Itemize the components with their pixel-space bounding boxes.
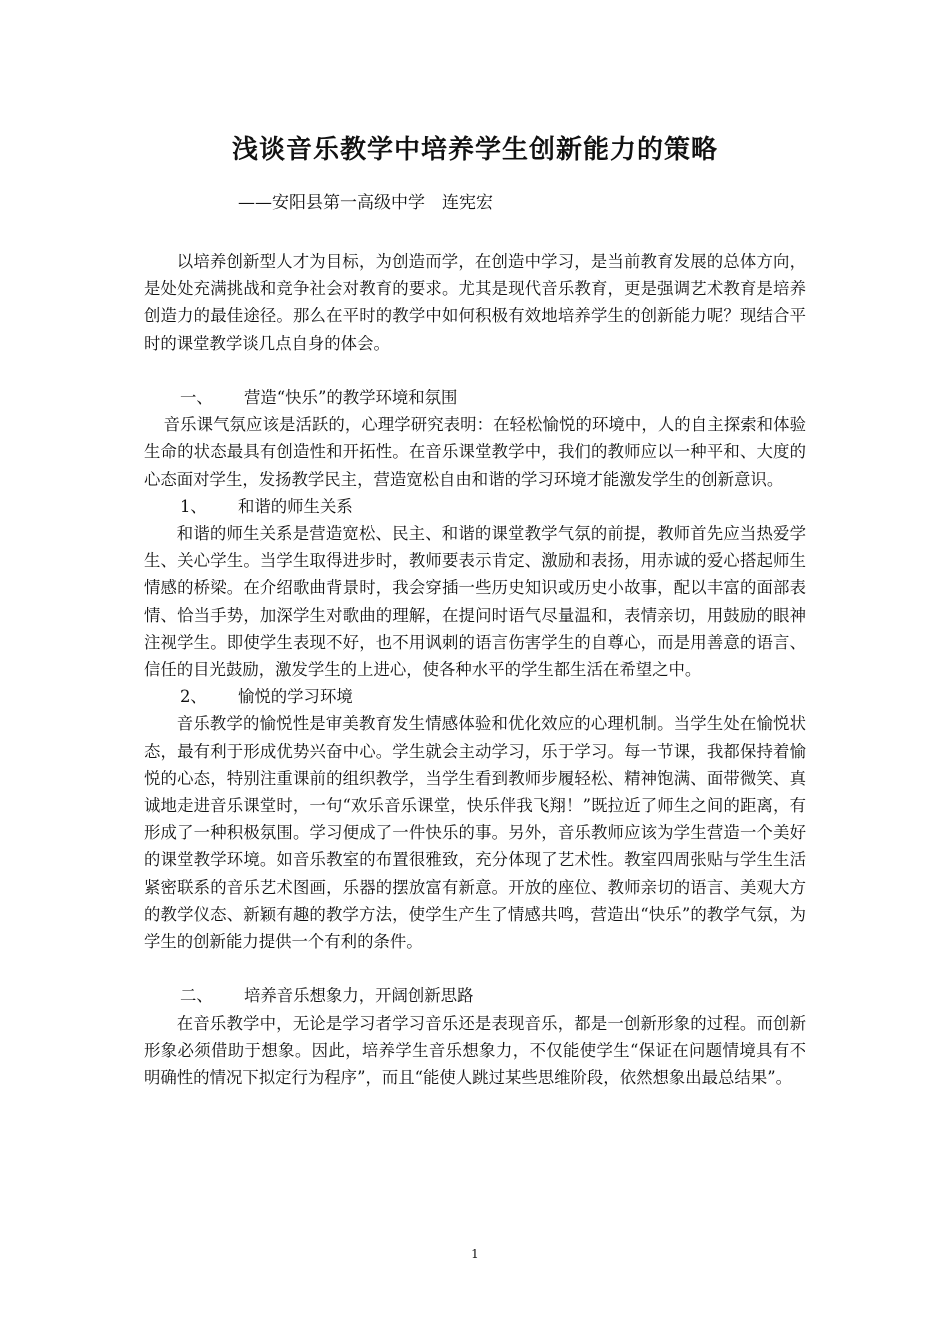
section-2-paragraph: 在音乐教学中，无论是学习者学习音乐还是表现音乐，都是一创新形象的过程。而创新形象必须借助于想象。因此，培养学生音乐想象力，不仅能使学生“保证在问题情境具有不明确性的情况下拟定行为程序”，而且“能使人跳过某些思维阶段，依然想象出最总结果”。 [144, 1013, 806, 1088]
section-2-title: 培养音乐想象力，开阔创新思路 [244, 986, 474, 1006]
subsection-1-1-heading [144, 493, 806, 520]
section-1-number: 一、 [180, 388, 213, 407]
author-byline: ——安阳县第一高级中学 连宪宏 [238, 193, 493, 213]
subsection-1-2-title: 愉悦的学习环境 [238, 687, 353, 707]
section-1-heading [144, 384, 806, 411]
section-2-number: 二、 [180, 986, 213, 1006]
document-title: 浅谈音乐教学中培养学生创新能力的策略 [231, 135, 718, 165]
subsection-1-2-number: 2、 [180, 687, 207, 707]
subsection-1-1-title: 和谐的师生关系 [238, 496, 353, 516]
subsection-1-2-paragraph: 音乐教学的愉悦性是审美教育发生情感体验和优化效应的心理机制。当学生处在愉悦状态，最有利于形成优势兴奋中心。学生就会主动学习，乐于学习。每一节课，我都保持着愉悦的心态，特别注重课前的组织教学，当学生看到教师步履轻松、精神饱满、面带微笑、真诚地走进音乐课堂时，一句“欢乐音乐课堂，快乐伴我飞翔！”既拉近了师生之间的距离，有形成了一种积极氛围。学习便成了一件快乐的事。另外，音乐教师应该为学生营造一个美好的课堂教学环境。如音乐教室的布置很雅致，充分体现了艺术性。教室四周张贴与学生生活紧密联系的音乐艺术图画，乐器的摆放富有新意。开放的座位、教师亲切的语言、美观大方的教学仪态、新颖有趣的教学方法，使学生产生了情感共鸣，营造出“快乐”的教学气氛，为学生的创新能力提供一个有利的条件。 [144, 714, 806, 952]
page-number: 1 [471, 1247, 479, 1261]
section-2-heading [144, 982, 806, 1009]
subsection-1-1-paragraph: 和谐的师生关系是营造宽松、民主、和谐的课堂教学气氛的前提，教师首先应当热爱学生、关心学生。当学生取得进步时，教师要表示肯定、激励和表扬，用赤诚的爱心搭起师生情感的桥梁。在介绍歌曲背景时，我会穿插一些历史知识或历史小故事，配以丰富的面部表情、恰当手势，加深学生对歌曲的理解，在提问时语气尽量温和，表情亲切，用鼓励的眼神注视学生。即使学生表现不好，也不用讽刺的语言伤害学生的自尊心，而是用善意的语言、信任的目光鼓励，激发学生的上进心，使各种水平的学生都生活在希望之中。 [144, 524, 806, 680]
paragraph-spacer [144, 955, 806, 982]
section-1-title: 营造“快乐”的教学环境和氛围 [244, 388, 458, 407]
document-body [144, 248, 806, 1091]
subsection-1-2-heading [144, 683, 806, 710]
section-1-paragraph: 音乐课气氛应该是活跃的，心理学研究表明：在轻松愉悦的环境中，人的自主探索和体验生命的状态最具有创造性和开拓性。在音乐课堂教学中，我们的教师应以一种平和、大度的心态面对学生，发扬教学民主，营造宽松自由和谐的学习环境才能激发学生的创新意识。 [144, 415, 806, 489]
intro-paragraph: 以培养创新型人才为目标，为创造而学，在创造中学习，是当前教育发展的总体方向，是处处充满挑战和竞争社会对教育的要求。尤其是现代音乐教育，更是强调艺术教育是培养创造力的最佳途径。那么在平时的教学中如何积极有效地培养学生的创新能力呢？现结合平时的课堂教学谈几点自身的体会。 [144, 252, 806, 353]
paragraph-spacer [144, 357, 806, 384]
subsection-1-1-number: 1、 [180, 496, 207, 516]
